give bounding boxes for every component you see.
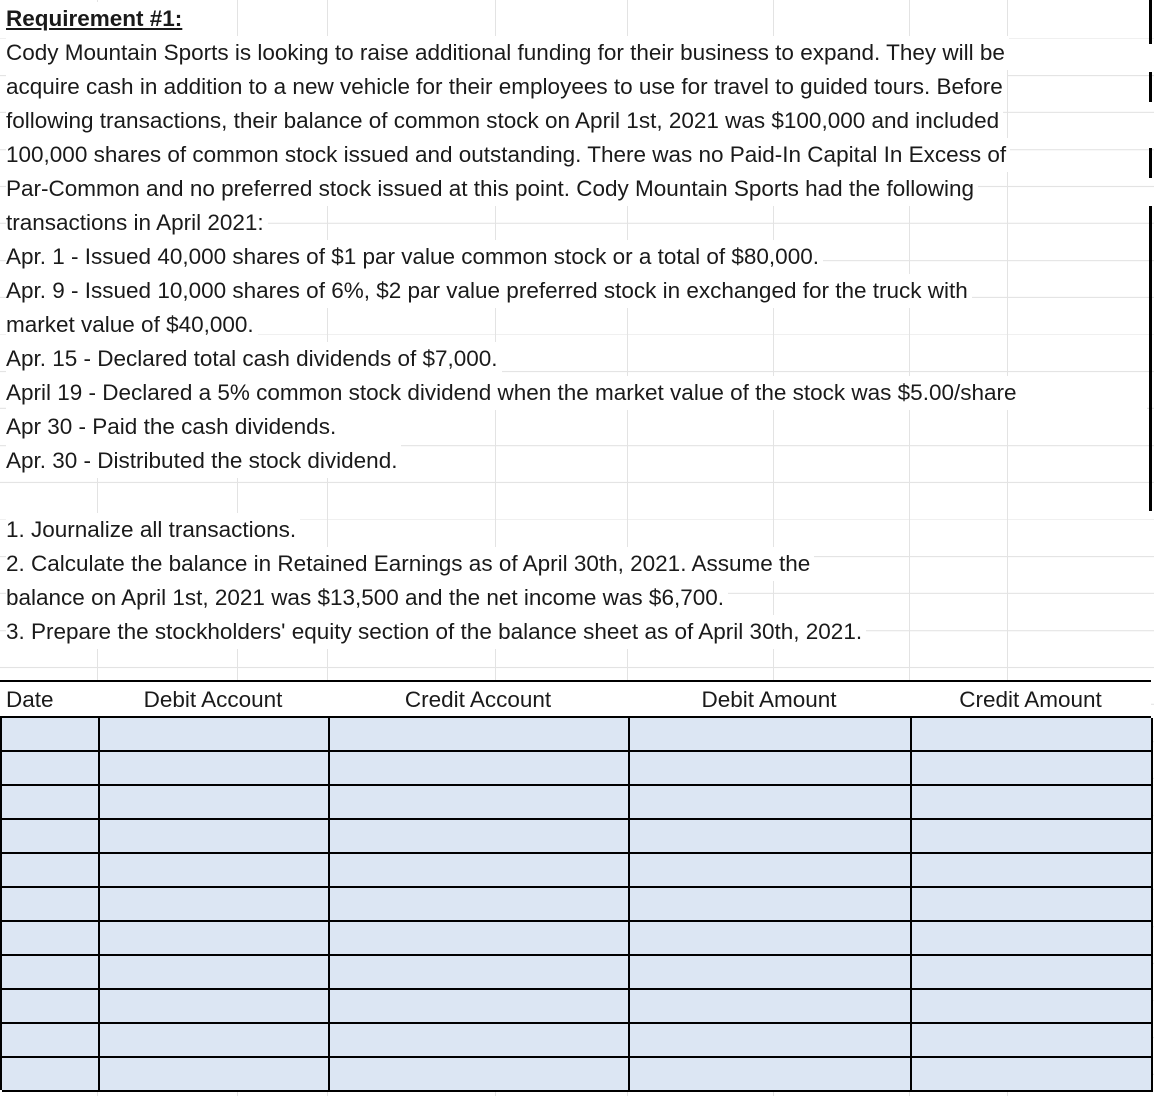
intro-line: acquire cash in addition to a new vehicle for their employees to use for travel to guided tours. Before <box>6 70 1007 104</box>
date-cell[interactable] <box>2 854 100 888</box>
requirement-title: Requirement #1: <box>6 2 186 36</box>
credit-amount-cell[interactable] <box>912 1024 1153 1058</box>
debit-account-cell[interactable] <box>100 718 330 752</box>
credit-amount-cell[interactable] <box>912 922 1153 956</box>
date-cell[interactable] <box>2 820 100 854</box>
credit-amount-cell[interactable] <box>912 1058 1153 1092</box>
credit-account-cell[interactable] <box>330 888 630 922</box>
transaction-line: Apr. 15 - Declared total cash dividends of $7,000. <box>6 342 502 376</box>
debit-amount-cell[interactable] <box>630 786 912 820</box>
date-cell[interactable] <box>2 786 100 820</box>
credit-amount-cell[interactable] <box>912 718 1153 752</box>
debit-account-cell[interactable] <box>100 752 330 786</box>
journal-entry-grid <box>0 716 1151 1090</box>
debit-amount-cell[interactable] <box>630 1058 912 1092</box>
credit-account-cell[interactable] <box>330 752 630 786</box>
credit-amount-cell[interactable] <box>912 888 1153 922</box>
intro-line: following transactions, their balance of common stock on April 1st, 2021 was $100,000 and included <box>6 104 1003 138</box>
debit-account-cell[interactable] <box>100 990 330 1024</box>
task-line: balance on April 1st, 2021 was $13,500 and the net income was $6,700. <box>6 581 728 615</box>
date-cell[interactable] <box>2 1058 100 1092</box>
debit-amount-cell[interactable] <box>630 956 912 990</box>
intro-line: Par-Common and no preferred stock issued at this point. Cody Mountain Sports had the following <box>6 172 978 206</box>
date-cell[interactable] <box>2 752 100 786</box>
task-line: 1. Journalize all transactions. <box>6 513 300 547</box>
credit-account-cell[interactable] <box>330 786 630 820</box>
credit-account-cell[interactable] <box>330 854 630 888</box>
cell-border <box>1149 0 1152 44</box>
debit-amount-cell[interactable] <box>630 888 912 922</box>
date-cell[interactable] <box>2 718 100 752</box>
intro-line: transactions in April 2021: <box>6 206 268 240</box>
credit-amount-cell[interactable] <box>912 786 1153 820</box>
credit-amount-cell[interactable] <box>912 854 1153 888</box>
transaction-line: Apr. 1 - Issued 40,000 shares of $1 par value common stock or a total of $80,000. <box>6 240 823 274</box>
credit-account-cell[interactable] <box>330 820 630 854</box>
debit-amount-cell[interactable] <box>630 922 912 956</box>
cell-border <box>1149 72 1152 102</box>
date-cell[interactable] <box>2 990 100 1024</box>
debit-amount-cell[interactable] <box>630 990 912 1024</box>
task-line: 2. Calculate the balance in Retained Earnings as of April 30th, 2021. Assume the <box>6 547 814 581</box>
transaction-line: Apr. 9 - Issued 10,000 shares of 6%, $2 par value preferred stock in exchanged for the truck with <box>6 274 972 308</box>
date-cell[interactable] <box>2 888 100 922</box>
debit-account-cell[interactable] <box>100 922 330 956</box>
date-cell[interactable] <box>2 956 100 990</box>
cell-border <box>1149 206 1152 511</box>
credit-account-cell[interactable] <box>330 956 630 990</box>
credit-account-cell[interactable] <box>330 718 630 752</box>
date-cell[interactable] <box>2 1024 100 1058</box>
debit-amount-cell[interactable] <box>630 820 912 854</box>
debit-account-cell[interactable] <box>100 820 330 854</box>
debit-account-header: Debit Account <box>98 682 328 716</box>
transaction-line: Apr. 30 - Distributed the stock dividend. <box>6 444 401 478</box>
debit-account-cell[interactable] <box>100 1024 330 1058</box>
credit-account-cell[interactable] <box>330 922 630 956</box>
cell-border <box>1149 148 1152 178</box>
date-cell[interactable] <box>2 922 100 956</box>
intro-line: Cody Mountain Sports is looking to raise additional funding for their business to expand. They will be <box>6 36 1009 70</box>
debit-amount-cell[interactable] <box>630 854 912 888</box>
debit-account-cell[interactable] <box>100 1058 330 1092</box>
debit-account-cell[interactable] <box>100 956 330 990</box>
credit-account-cell[interactable] <box>330 1058 630 1092</box>
credit-amount-header: Credit Amount <box>910 682 1151 716</box>
debit-account-cell[interactable] <box>100 854 330 888</box>
debit-amount-header: Debit Amount <box>628 682 910 716</box>
debit-account-cell[interactable] <box>100 786 330 820</box>
debit-amount-cell[interactable] <box>630 752 912 786</box>
credit-account-cell[interactable] <box>330 1024 630 1058</box>
task-line: 3. Prepare the stockholders' equity section of the balance sheet as of April 30th, 2021. <box>6 615 866 649</box>
journal-table <box>0 680 1151 1092</box>
credit-amount-cell[interactable] <box>912 990 1153 1024</box>
debit-amount-cell[interactable] <box>630 718 912 752</box>
credit-account-header: Credit Account <box>328 682 628 716</box>
credit-account-cell[interactable] <box>330 990 630 1024</box>
transaction-line: market value of $40,000. <box>6 308 258 342</box>
debit-amount-cell[interactable] <box>630 1024 912 1058</box>
credit-amount-cell[interactable] <box>912 820 1153 854</box>
debit-account-cell[interactable] <box>100 888 330 922</box>
credit-amount-cell[interactable] <box>912 956 1153 990</box>
credit-amount-cell[interactable] <box>912 752 1153 786</box>
intro-line: 100,000 shares of common stock issued and outstanding. There was no Paid-In Capital In Excess of <box>6 138 1010 172</box>
transaction-line: April 19 - Declared a 5% common stock dividend when the market value of the stock was $5.00/share <box>6 376 1147 410</box>
transaction-line: Apr 30 - Paid the cash dividends. <box>6 410 340 444</box>
date-header: Date <box>0 682 98 716</box>
